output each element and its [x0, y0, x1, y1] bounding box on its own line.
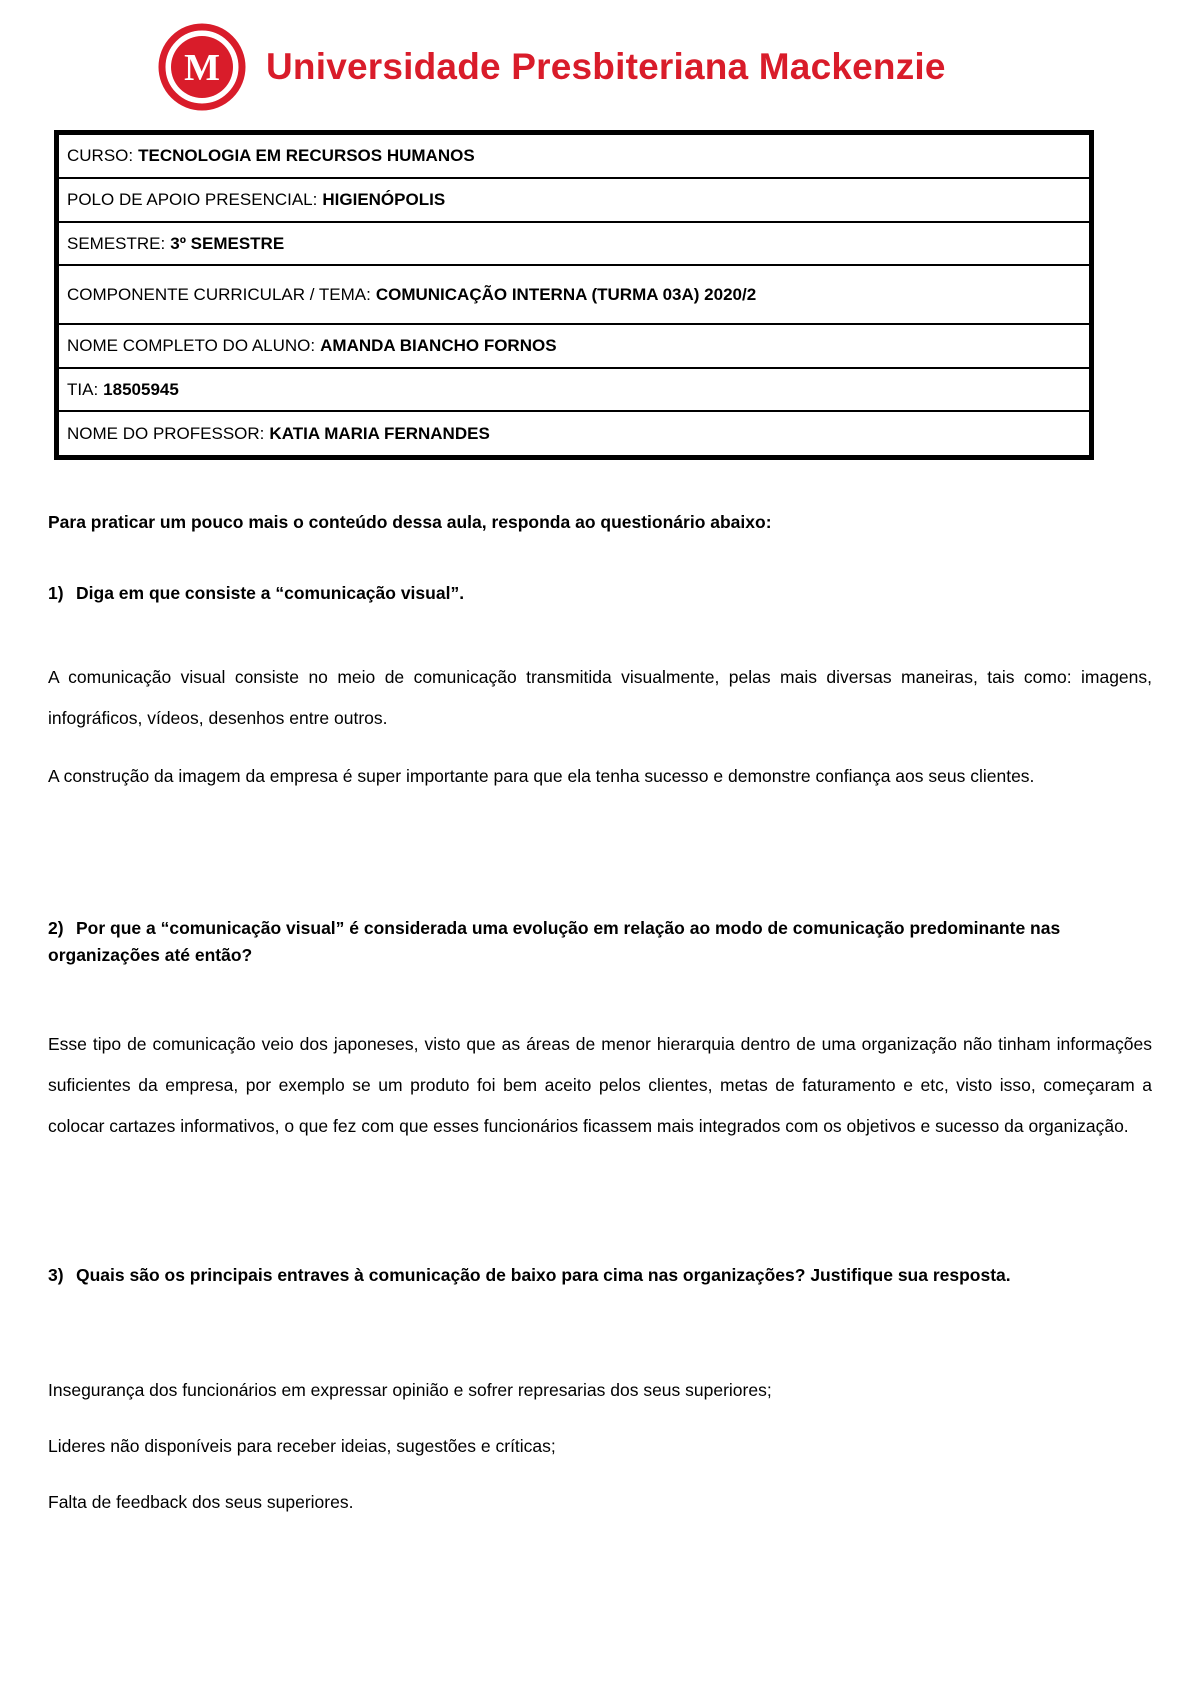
info-row-campus — [59, 179, 1089, 223]
info-label: CURSO: — [67, 146, 134, 165]
university-header — [158, 22, 946, 112]
info-row-component — [59, 266, 1089, 325]
info-value: 18505945 — [103, 379, 179, 399]
info-row-professor — [59, 412, 1089, 455]
university-name: Universidade Presbiteriana Mackenzie — [266, 46, 946, 87]
info-value: KATIA MARIA FERNANDES — [269, 423, 490, 443]
info-label: POLO DE APOIO PRESENCIAL: — [67, 190, 318, 209]
info-value: 3º SEMESTRE — [170, 233, 285, 253]
info-value: HIGIENÓPOLIS — [322, 190, 446, 209]
answer-2-paragraph-1: Esse tipo de comunicação veio dos japoneses, visto que as áreas de menor hierarquia dentro de uma organização não tinham informações suficientes da empresa, por exemplo se um produto foi bem aceito pelos clientes, metas de faturamento e etc, visto isso, começaram a colocar cartazes informativos, o que fez com que esses funcionários ficassem mais integrados com os objetivos e sucesso da organização. — [48, 1034, 1152, 1136]
student-info-table — [54, 130, 1094, 460]
question-number: 2) — [48, 918, 64, 938]
answer-1-paragraph-2: A construção da imagem da empresa é super importante para que ela tenha sucesso e demonstre confiança aos seus clientes. — [48, 766, 1035, 786]
question-number: 3) — [48, 1265, 64, 1285]
info-label: NOME COMPLETO DO ALUNO: — [67, 336, 316, 355]
answer-3-line-3: Falta de feedback dos seus superiores. — [48, 1492, 354, 1512]
seal-letter: M — [184, 47, 220, 89]
info-row-course — [59, 135, 1089, 179]
answer-3-line-2: Lideres não disponíveis para receber ideias, sugestões e críticas; — [48, 1436, 556, 1456]
question-text: Por que a “comunicação visual” é considerada uma evolução em relação ao modo de comunicação predominante nas organizações até então? — [48, 918, 1061, 965]
info-row-semester — [59, 223, 1089, 266]
question-text: Quais são os principais entraves à comunicação de baixo para cima nas organizações? Justifique sua resposta. — [76, 1265, 1011, 1285]
info-row-tia — [59, 369, 1089, 412]
info-label: SEMESTRE: — [67, 233, 166, 253]
intro-text: Para praticar um pouco mais o conteúdo dessa aula, responda ao questionário abaixo: — [48, 512, 772, 532]
question-1 — [48, 580, 1152, 607]
info-label: NOME DO PROFESSOR: — [67, 423, 265, 443]
question-text: Diga em que consiste a “comunicação visual”. — [76, 583, 465, 603]
info-label: COMPONENTE CURRICULAR / TEMA: — [67, 284, 371, 304]
answer-3-line-1: Insegurança dos funcionários em expressar opinião e sofrer represarias dos seus superiores; — [48, 1380, 772, 1400]
mackenzie-seal-icon — [158, 23, 246, 111]
info-value: COMUNICAÇÃO INTERNA (TURMA 03A) 2020/2 — [375, 284, 757, 304]
question-3 — [48, 1262, 1152, 1289]
info-value: TECNOLOGIA EM RECURSOS HUMANOS — [138, 146, 475, 165]
question-number: 1) — [48, 583, 64, 603]
question-2 — [48, 915, 1152, 969]
info-row-student-name — [59, 325, 1089, 369]
info-label: TIA: — [67, 379, 99, 399]
answer-1-paragraph-1: A comunicação visual consiste no meio de comunicação transmitida visualmente, pelas mais diversas maneiras, tais como: imagens, infográficos, vídeos, desenhos entre outros. — [48, 667, 1152, 728]
info-value: AMANDA BIANCHO FORNOS — [320, 336, 557, 355]
